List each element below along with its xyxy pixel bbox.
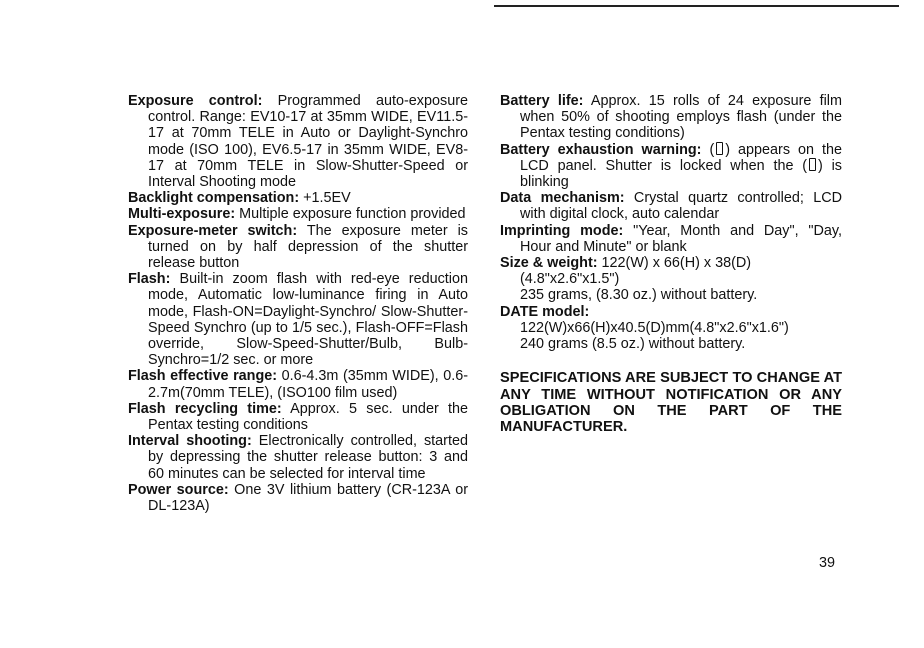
- spec-exposure-meter-switch: [128, 223, 468, 272]
- spec-label: Exposure-meter switch:: [128, 222, 298, 239]
- spec-label: Multi-exposure:: [128, 206, 236, 223]
- spec-text: One 3V lithium battery (CR-123A or DL-123A): [148, 481, 468, 515]
- spec-data-mechanism: [500, 190, 842, 222]
- spec-text: Built-in zoom flash with red-eye reduction mode, Automatic low-luminance firing in Auto mode, Flash-ON=Daylight-Synchro/ Slow-Shutter-Speed Synchro (up to 1/5 sec.), Flash-OFF=Flash override, Slow-Speed-Shutter/Bulb, Bulb-Synchro=1/2 sec. or more: [148, 271, 468, 369]
- spec-backlight-compensation: [128, 190, 468, 206]
- spec-label: Battery exhaustion warning:: [500, 141, 702, 158]
- spec-flash-effective-range: [128, 368, 468, 400]
- page-number: 39: [819, 555, 836, 571]
- spec-imprinting-mode: [500, 223, 842, 255]
- battery-icon: [716, 142, 723, 155]
- spec-sub-line: 240 grams (8.5 oz.) without battery.: [520, 336, 746, 353]
- spec-text: ) appears on the LCD panel. Shutter is locked when the (: [520, 141, 842, 174]
- spec-date-model: [500, 304, 842, 353]
- specifications-notice: SPECIFICATIONS ARE SUBJECT TO CHANGE AT ANY TIME WITHOUT NOTIFICATION OR ANY OBLIGATION ON THE PART OF THE MANUFACTURER.: [500, 370, 842, 436]
- spec-text: Approx. 5 sec. under the Pentax testing conditions: [148, 400, 469, 434]
- spec-label: Interval shooting:: [128, 433, 252, 450]
- spec-flash-recycling-time: [128, 401, 468, 433]
- spec-label: Power source:: [128, 481, 229, 498]
- spec-sub-line: 235 grams, (8.30 oz.) without battery.: [520, 287, 758, 304]
- right-spec-column: [500, 93, 842, 436]
- left-spec-column: [128, 93, 468, 514]
- spec-text: +1.5EV: [299, 190, 351, 207]
- spec-label: Battery life:: [500, 93, 584, 109]
- spec-text: ) is blinking: [520, 157, 842, 191]
- spec-text: 122(W) x 66(H) x 38(D): [597, 255, 752, 272]
- spec-label: Flash recycling time:: [128, 400, 282, 417]
- spec-power-source: [128, 482, 468, 514]
- spec-size-weight: [500, 255, 842, 304]
- spec-label: Backlight compensation:: [128, 190, 300, 207]
- spec-text: Programmed auto-exposure control. Range: EV10-17 at 35mm WIDE, EV11.5-17 at 70mm TELE in Auto or Daylight-Synchro mode (ISO 100), EV6.5-17 in 35mm WIDE, EV8-17 at 70mm TELE in Slow-Shutter-Speed or Interval Shooting mode: [148, 93, 469, 191]
- top-rule: [494, 5, 899, 7]
- spec-interval-shooting: [128, 433, 468, 482]
- spec-label: DATE model:: [500, 303, 590, 320]
- spec-text: (: [701, 141, 715, 158]
- spec-label: Flash:: [128, 271, 171, 288]
- spec-multi-exposure: [128, 206, 468, 222]
- spec-label: Flash effective range:: [128, 368, 278, 385]
- spec-text: Multiple exposure function provided: [235, 206, 466, 223]
- spec-sub-line: 122(W)x66(H)x40.5(D)mm(4.8"x2.6"x1.6"): [520, 319, 789, 336]
- spec-sub-line: (4.8"x2.6"x1.5"): [520, 271, 620, 288]
- spec-label: Exposure control:: [128, 93, 263, 109]
- spec-battery-exhaustion-warning: [500, 142, 842, 191]
- spec-text: Electronically controlled, started by depressing the shutter release button: 3 and 60 minutes can be selected for interval time: [148, 433, 468, 482]
- spec-text: Crystal quartz controlled; LCD with digital clock, auto calendar: [520, 190, 842, 223]
- spec-exposure-control: [128, 93, 468, 190]
- spec-battery-life: [500, 93, 842, 142]
- spec-flash: [128, 271, 468, 368]
- spec-text: The exposure meter is turned on by half depression of the shutter release button: [148, 222, 468, 272]
- spec-text: "Year, Month and Day", "Day, Hour and Minute" or blank: [520, 222, 842, 255]
- spec-label: Imprinting mode:: [500, 222, 624, 239]
- spec-label: Data mechanism:: [500, 190, 625, 207]
- spec-text: 0.6-4.3m (35mm WIDE), 0.6-2.7m(70mm TELE), (ISO100 film used): [148, 368, 468, 401]
- spec-label: Size & weight:: [500, 255, 598, 272]
- spec-text: Approx. 15 rolls of 24 exposure film when 50% of shooting employs flash (under the Pentax testing conditions): [520, 93, 842, 142]
- battery-icon: [809, 158, 816, 171]
